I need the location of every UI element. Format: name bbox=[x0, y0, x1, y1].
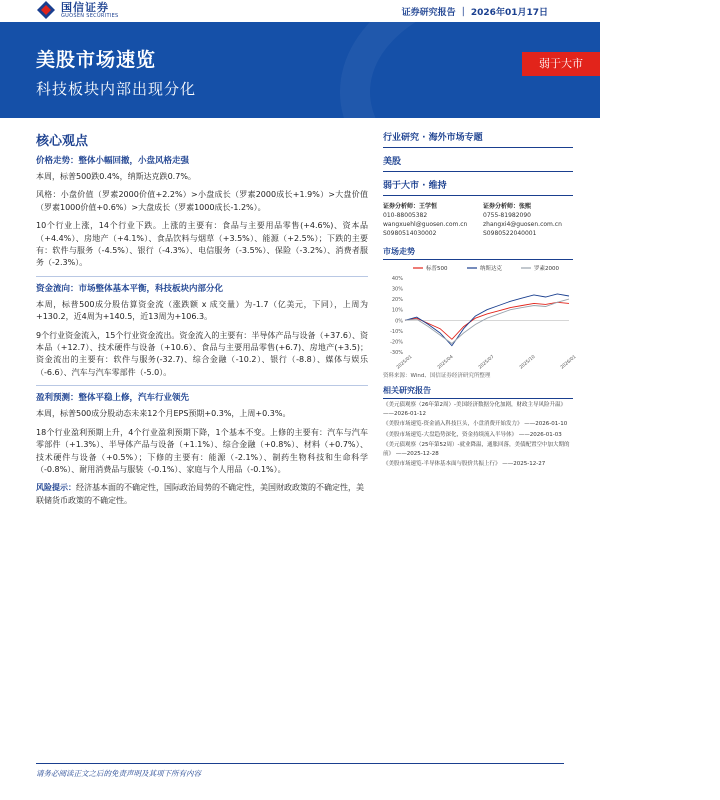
y-tick-label: 40% bbox=[391, 276, 403, 282]
earnings-para-2: 18个行业盈利预期上升，4个行业盈利预期下降，1个基本不变。上修的主要有：汽车与汽车零部件（+1.3%）、半导体产品与设备（+1.1%）、综合金融（+0.8%）、材料（+0.7%）、技术硬件与设备（+0.5%）；下修的主要有：能源（-2.1%）、制药生物科技和生命科学（-0.8%）、耐用消费品与服装（-0.1%）、家庭与个人用品（-0.1%）。 bbox=[36, 427, 368, 474]
guosen-logo-icon bbox=[36, 0, 56, 20]
y-tick-label: 10% bbox=[391, 307, 403, 314]
risk-label: 风险提示： bbox=[36, 483, 76, 493]
report-category: 行业研究 · 海外市场专题 bbox=[383, 133, 483, 143]
analyst-phone: 0755-81982090 bbox=[483, 212, 531, 219]
sidebar-divider bbox=[383, 171, 573, 172]
analyst-cert: S0980514030002 bbox=[383, 230, 437, 237]
related-reports-list bbox=[383, 401, 573, 469]
price-para-1: 本周，标普500跌0.4%，纳斯达克跌0.7%。 bbox=[36, 172, 196, 181]
logo-en-text: GUOSEN SECURITIES bbox=[61, 12, 119, 19]
y-tick-label: 20% bbox=[391, 297, 403, 304]
earnings-section bbox=[36, 385, 368, 476]
analyst-card bbox=[483, 202, 571, 238]
chart-source: 资料来源：Wind、国信证券经济研究所整理 bbox=[383, 373, 491, 379]
related-report-item[interactable]: 《美股市场速览-大盘趋势深化，资金持续流入半导体》 ——2026-01-03 bbox=[383, 431, 562, 438]
x-tick-label: 2025/10 bbox=[518, 354, 537, 371]
price-section bbox=[36, 155, 368, 270]
related-report-item[interactable]: 《美元债观察（25年第52周）-就业降温，通胀回落，美债配置空中加大期的前》 ——2025-12-28 bbox=[383, 442, 570, 457]
flow-para-2: 9个行业资金流入，15个行业资金流出。资金流入的主要有：半导体产品与设备（+37.6）、资本品（+12.7）、技术硬件与设备（+10.6）、食品与主要用品零售(+6.7)、房地产(+3.5)；资金流出的主要有：软件与服务(-32.7)、综合金融（-10.2）、银行（-8.8）、媒体与娱乐（-6.6）、汽车与汽车零部件（-5.0）。 bbox=[36, 330, 368, 377]
legend-label: 标普500 bbox=[426, 266, 448, 272]
earnings-para-1: 本周，标普500成分股动态未来12个月EPS预期+0.3%，上周+0.3%。 bbox=[36, 409, 291, 419]
legend-label: 罗素2000 bbox=[534, 266, 559, 272]
report-subtitle: 科技板块内部出现分化 bbox=[36, 80, 197, 98]
x-tick-label: 2025/04 bbox=[436, 354, 455, 371]
risk-text: 经济基本面的不确定性，国际政治局势的不确定性，美国财政政策的不确定性，美联储货币政策的不确定性。 bbox=[36, 483, 364, 505]
trend-chart-svg bbox=[383, 260, 578, 371]
analyst-phone: 010-88005382 bbox=[383, 212, 428, 219]
sidebar-divider bbox=[383, 195, 573, 196]
analyst-title: 证券分析师：张熙 bbox=[483, 203, 532, 210]
report-type-date: 证券研究报告 ｜ 2026年01月17日 bbox=[401, 8, 548, 18]
title-banner bbox=[0, 22, 600, 118]
sidebar-divider bbox=[383, 147, 573, 148]
flow-para-1: 本周，标普500成分股估算资金流（涨跌额 x 成交量）为-1.7（亿美元，下同），上周为+130.2，近4周为+140.5，近13周为+106.3。 bbox=[36, 299, 368, 322]
series-line bbox=[405, 294, 569, 346]
x-tick-label: 2025/07 bbox=[477, 354, 496, 371]
footer-divider bbox=[36, 763, 564, 764]
company-logo bbox=[36, 0, 119, 20]
x-tick-label: 2026/01 bbox=[559, 354, 578, 371]
analyst-title: 证券分析师：王学恒 bbox=[383, 203, 438, 210]
analyst-card bbox=[383, 202, 471, 238]
rating-line: 弱于大市 · 维持 bbox=[383, 181, 447, 191]
y-tick-label: -20% bbox=[390, 339, 403, 346]
market-trend-chart bbox=[383, 259, 578, 371]
analyst-email[interactable]: zhangxi4@guosen.com.cn bbox=[483, 221, 562, 228]
rating-badge: 弱于大市 bbox=[522, 52, 600, 76]
series-line bbox=[405, 299, 569, 343]
flow-section bbox=[36, 276, 368, 379]
y-tick-label: -10% bbox=[390, 328, 403, 335]
chart-title: 市场走势 bbox=[383, 247, 415, 256]
related-reports-title: 相关研究报告 bbox=[383, 385, 573, 399]
earnings-subtitle: 盈利预测：整体平稳上修，汽车行业领先 bbox=[36, 393, 190, 404]
analyst-list bbox=[383, 202, 573, 238]
flow-subtitle: 资金流向：市场整体基本平衡，科技板块内部分化 bbox=[36, 283, 224, 294]
analyst-cert: S0980522040001 bbox=[483, 230, 537, 237]
core-views-column bbox=[36, 130, 368, 507]
risk-warning bbox=[36, 482, 368, 507]
legend-label: 纳斯达克 bbox=[480, 266, 503, 272]
logo-cn-text: 国信证券 bbox=[61, 0, 109, 14]
sidebar-column bbox=[383, 130, 578, 469]
related-report-item[interactable]: 《美元债观察（26年第2周）-美国经济数据分化加剧，财政主导风险升温》 ——2026-01-12 bbox=[383, 402, 566, 417]
y-tick-label: 0% bbox=[395, 318, 403, 325]
y-tick-label: 30% bbox=[391, 286, 403, 293]
related-report-item[interactable]: 《美股市场速览-半导体基本面与股价共振上行》 ——2025-12-27 bbox=[383, 461, 546, 467]
analyst-email[interactable]: wangxuehl@guosen.com.cn bbox=[383, 221, 468, 228]
y-tick-label: -30% bbox=[390, 350, 403, 356]
x-tick-label: 2025/01 bbox=[395, 354, 414, 371]
market-name: 美股 bbox=[383, 157, 402, 167]
footer-disclaimer: 请务必阅读正文之后的免责声明及其项下所有内容 bbox=[36, 769, 201, 778]
related-report-item[interactable]: 《美股市场速览-资金涌入科技巨头，小盘消费开始发力》 ——2026-01-10 bbox=[383, 421, 568, 427]
price-para-2: 风格：小盘价值（罗素2000价值+2.2%）>小盘成长（罗素2000成长+1.9%）>大盘价值（罗素1000价值+0.6%）>大盘成长（罗素1000成长-1.2%）。 bbox=[36, 190, 368, 212]
series-line bbox=[405, 302, 569, 339]
price-para-3: 10个行业上涨，14个行业下跌。上涨的主要有：食品与主要用品零售(+4.6%)、资本品（+4.4%）、房地产（+4.1%）、食品饮料与烟草（+3.5%）、能源（+2.5%）；下跌的主要有：软件与服务（-4.5%）、银行（-4.3%）、电信服务（-3.5%）、保险（-3.2%）、消费者服务（-2.3%）。 bbox=[36, 221, 368, 268]
price-subtitle: 价格走势：整体小幅回撤，小盘风格走强 bbox=[36, 156, 190, 166]
core-views-title: 核心观点 bbox=[36, 134, 89, 149]
report-title: 美股市场速览 bbox=[36, 49, 157, 71]
